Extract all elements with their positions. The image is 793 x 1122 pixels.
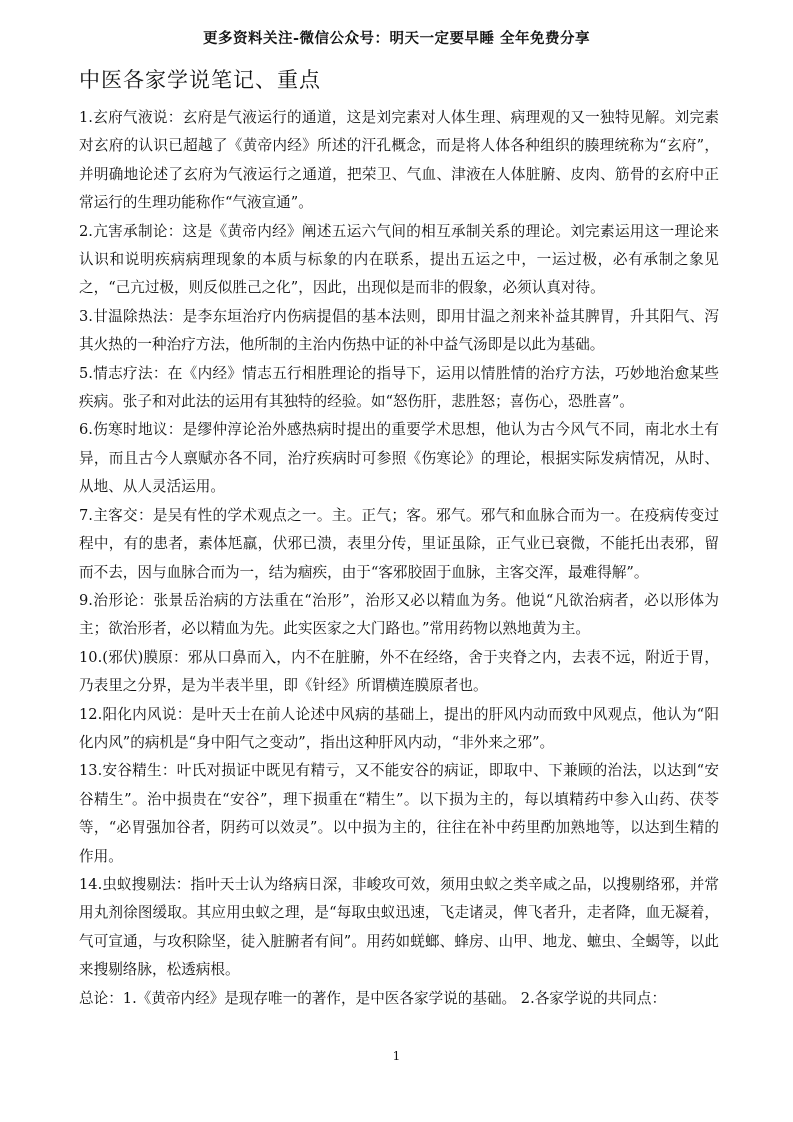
paragraph-yanghua-neifeng: 12.阳化内风说：是叶天士在前人论述中风病的基础上，提出的肝风内动而致中风观点，他认为“阳化内风”的病机是“身中阳气之变动”，指出这种肝风内动，“非外来之邪”。 <box>79 705 719 751</box>
page-number: 1 <box>392 1049 401 1063</box>
paragraph-moyuan: 10.(邪伏)膜原：邪从口鼻而入，内不在脏腑，外不在经络，舍于夹脊之内，去表不远，附近于胃，乃表里之分界，是为半表半里，即《针经》所谓横连膜原者也。 <box>79 648 719 695</box>
paragraph-zhixing-lun: 9.治形论：张景岳治病的方法重在“治形”，治形又必以精血为务。他说“凡欲治病者，必以形体为主；欲治形者，必以精血为先。此实医家之大门路也。”常用药物以熟地黄为主。 <box>79 591 719 638</box>
paragraph-kanghai-chengzhi: 2.亢害承制论：这是《黄帝内经》阐述五运六气间的相互承制关系的理论。刘完素运用这一理论来认识和说明疾病病理现象的本质与标象的内在联系，提出五运之中，一运过极，必有承制之象见之，“己亢过极，则反似胜己之化”，因此，出现似是而非的假象，必须认真对待。 <box>79 222 719 297</box>
page-header: 更多资料关注-微信公众号：明天一定要早睡 全年免费分享 <box>202 30 591 47</box>
paragraph-qingzhi-liaofa: 5.情志疗法：在《内经》情志五行相胜理论的指导下，运用以情胜情的治疗方法，巧妙地治愈某些疾病。张子和对此法的运用有其独特的经验。如“怒伤肝，悲胜怒；喜伤心，恐胜喜”。 <box>79 364 719 411</box>
paragraph-angu-jingsheng: 13.安谷精生：叶氏对损证中既见有精亏，又不能安谷的病证，即取中、下兼顾的治法，以达到“安谷精生”。治中损贵在“安谷”，理下损重在“精生”。以下损为主的，每以填精药中参入山药、茯苓等，“必胃强加谷者，阴药可以效灵”。以中损为主的，往往在补中药里酌加熟地等，以达到生精的作用。 <box>79 762 719 865</box>
paragraph-chongyi-souti: 14.虫蚁搜剔法：指叶天士认为络病日深，非峻攻可效，须用虫蚁之类辛咸之品，以搜剔络邪，并常用丸剂徐图缓取。其应用虫蚁之理，是“每取虫蚁迅速，飞走诸灵，俾飞者升，走者降，血无凝着，气可宣通，与攻积除坚，徒入脏腑者有间”。用药如蜣螂、蜂房、山甲、地龙、蟅虫、全蝎等，以此来搜剔络脉，松透病根。 <box>79 875 719 979</box>
paragraph-xuanfu-qiye: 1.玄府气液说：玄府是气液运行的通道，这是刘完素对人体生理、病理观的又一独特见解。刘完素对玄府的认识已超越了《黄帝内经》所述的汗孔概念，而是将人体各种组织的腠理统称为“玄府”，并明确地论述了玄府为气液运行之通道，把荣卫、气血、津液在人体脏腑、皮肉、筋骨的玄府中正常运行的生理功能称作“气液宣通”。 <box>79 109 719 212</box>
paragraph-shanghan-shidi: 6.伤寒时地议：是缪仲淳论治外感热病时提出的重要学术思想，他认为古今风气不同，南北水土有异，而且古今人禀赋亦各不同，治疗疾病时可参照《伤寒论》的理论，根据实际发病情况，从时、从地、从人灵活运用。 <box>79 421 719 496</box>
paragraph-zonglun: 总论：1.《黄帝内经》是现存唯一的著作，是中医各家学说的基础。 2.各家学说的共同点： <box>79 989 667 1007</box>
paragraph-ganwen-chure: 3.甘温除热法：是李东垣治疗内伤病提倡的基本法则，即用甘温之剂来补益其脾胃，升其阳气、泻其火热的一种治疗方法，他所制的主治内伤热中证的补中益气汤即是以此为基础。 <box>79 307 719 354</box>
page-title: 中医各家学说笔记、重点 <box>79 68 321 92</box>
paragraph-zhukejiao: 7.主客交：是吴有性的学术观点之一。主。正气；客。邪气。邪气和血脉合而为一。在疫病传变过程中，有的患者，素体尪羸，伏邪已溃，表里分传，里证虽除，正气业已衰微，不能托出表邪，留而不去，因与血脉合而为一，结为痼疾，由于“客邪胶固于血脉，主客交浑，最难得解”。 <box>79 506 719 581</box>
document-body <box>79 104 719 1013</box>
